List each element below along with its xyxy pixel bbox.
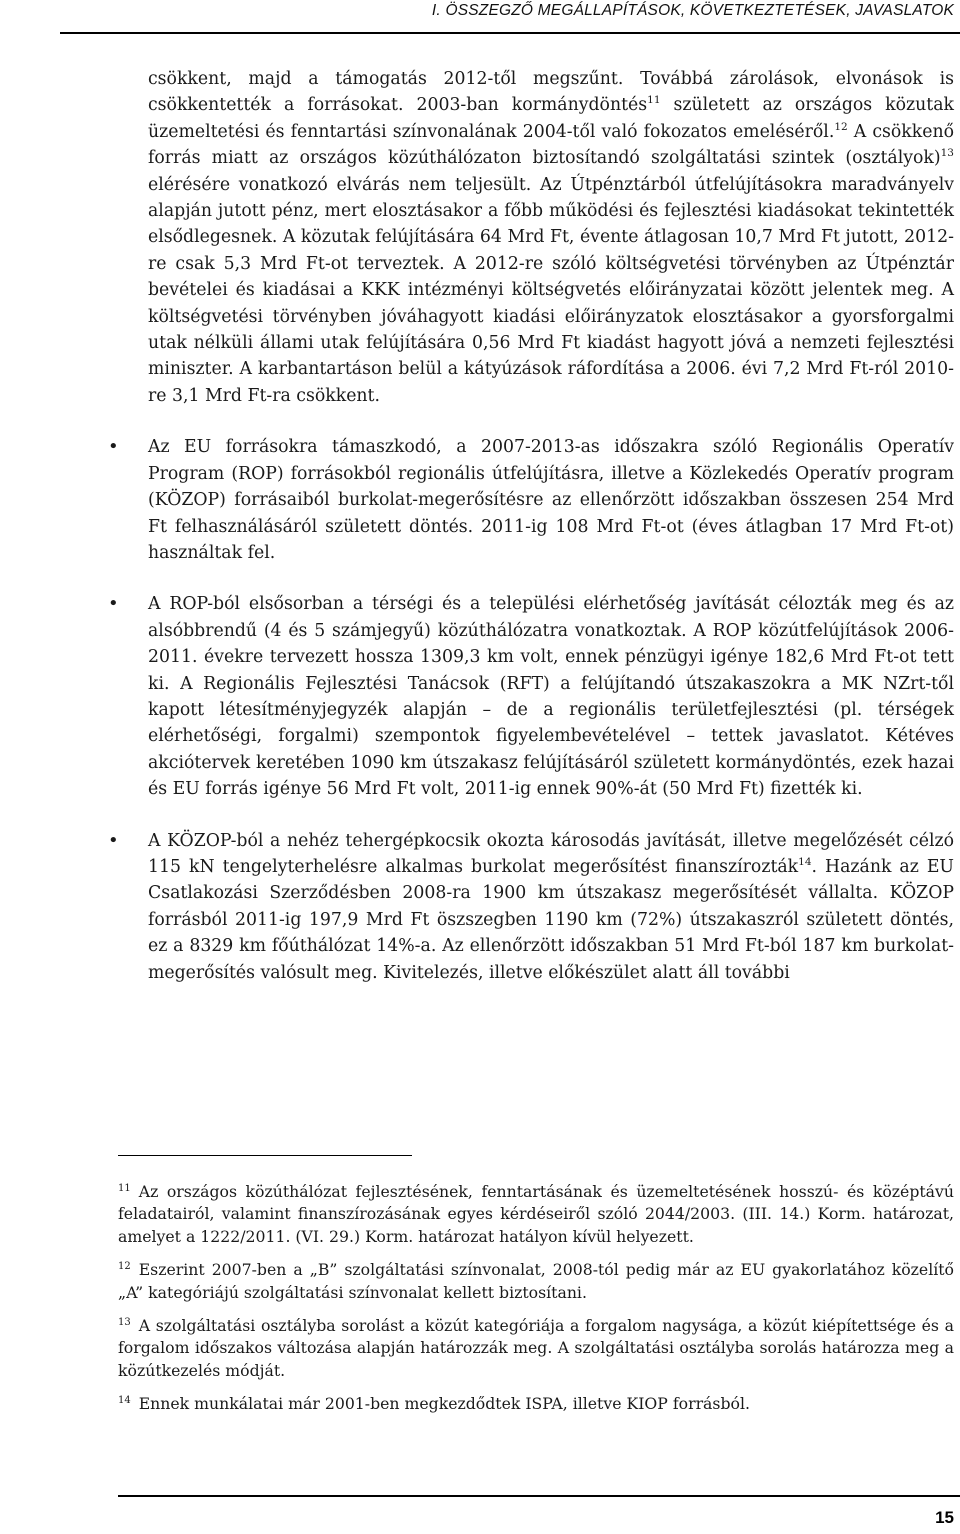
- bullet-item-rop: [108, 591, 954, 802]
- header-rule: [60, 32, 960, 34]
- bullet-text: A ROP-ból elsősorban a térségi és a települési elérhetőség javítását célozták meg és az alsóbbrendű (4 és 5 számjegyű) közúthálózatra vonatkoztak. A ROP közútfelújítások 2006-2011. évekre tervezett hossza 1309,3 km volt, ennek pénzügyi igénye 182,6 Mrd Ft-ot tett ki. A Regionális Fejlesztési Tanácsok (RFT) a felújítandó útszakaszokra a MK NZrt-től kapott létesítményjegyzék alapján – de a regionális területfejlesztési (pl. térségek elérhetőségi, forgalmi) szempontok figyelembevételével – tettek javaslatot. Kétéves akciótervek keretében 1090 km útszakasz felújításáról született kormánydöntés, ezek hazai és EU forrás igénye 56 Mrd Ft volt, 2011-ig ennek 90%-át (50 Mrd Ft) fizették ki.: [148, 594, 954, 800]
- footnote-ref-12[interactable]: 12: [834, 120, 848, 133]
- footnote-number: 12: [118, 1261, 131, 1273]
- footnote-11: [118, 1181, 954, 1248]
- bullet-item-eu-sources: [108, 434, 954, 566]
- continuation-paragraph: [148, 66, 954, 409]
- footnote-14: [118, 1393, 954, 1415]
- footnote-13: [118, 1315, 954, 1382]
- paragraph-text: elérésére vonatkozó elvárás nem teljesült. Az Útpénztárból útfelújításokra maradványelv alapján jutott pénz, mert elosztásakor a főbb működési és fejlesztési kiadásokat tekintették elsődlegesnek. A közutak felújítására 64 Mrd Ft, évente átlagosan 10,7 Mrd Ft jutott, 2012-re csak 5,3 Mrd Ft-ot terveztek. A 2012-re szóló költségvetési törvényben az Útpénztár bevételei és kiadásai a KKK intézményi költségvetés előirányzatai között jelentek meg. A költségvetési törvényben jóváhagyott kiadási előirányzatok elosztásakor a gyorsforgalmi utak nélküli állami utak felújítására 0,56 Mrd Ft kiadást hagyott jóvá a nemzeti fejlesztési miniszter. A karbantartáson belül a kátyúzások ráfordítása a 2006. évi 7,2 Mrd Ft-ról 2010-re 3,1 Mrd Ft-ra csökkent.: [148, 174, 954, 406]
- paragraph-text: született az országos közutak üzemeltetési és fenntartási színvonalának 2004-től való fokozatos emeléséről.: [148, 95, 954, 142]
- footnote-number: 14: [118, 1395, 131, 1407]
- footer-rule: [118, 1495, 960, 1497]
- bullet-item-kozop: [108, 828, 954, 986]
- bullet-icon: •: [108, 593, 119, 615]
- footnote-text: Eszerint 2007-ben a „B” szolgáltatási színvonalat, 2008-tól pedig már az EU gyakorlatához közelítő „A” kategóriájú szolgáltatási színvonalat kellett biztosítani.: [118, 1260, 954, 1302]
- footnote-number: 11: [118, 1183, 131, 1194]
- main-body: [108, 66, 954, 986]
- running-header-title: I. ÖSSZEGZŐ MEGÁLLAPÍTÁSOK, KÖVETKEZTETÉSEK, JAVASLATOK: [431, 2, 954, 19]
- bullet-text: A KÖZOP-ból a nehéz tehergépkocsik okozta károsodás javítását, illetve megelőzését célzó 115 kN tengelyterhelésre alkalmas burkolat megerősítést finanszírozták: [148, 830, 954, 877]
- bullet-list: [108, 434, 954, 986]
- footnote-ref-13[interactable]: 13: [940, 147, 954, 160]
- paragraph-text: csökkent, majd a támogatás 2012-től megszűnt. Továbbá zárolások, elvonások is csökkentették a forrásokat. 2003-ban kormánydöntés: [148, 69, 954, 116]
- footnote-text: Ennek munkálatai már 2001-ben megkezdődtek ISPA, illetve KIOP forrásból.: [138, 1394, 750, 1414]
- bullet-text: Az EU forrásokra támaszkodó, a 2007-2013-as időszakra szóló Regionális Operatív Program (ROP) forrásokból regionális útfelújításra, illetve a Közlekedés Operatív program (KÖZOP) forrásaiból burkolat-megerősítésre az ellenőrzött időszakban összesen 254 Mrd Ft felhasználásáról született döntés. 2011-ig 108 Mrd Ft-ot (éves átlagban 17 Mrd Ft-ot) használtak fel.: [148, 437, 954, 563]
- bullet-text: . Hazánk az EU Csatlakozási Szerződésben 2008-ra 1900 km útszakasz megerősítését vállalta. KÖZOP forrásból 2011-ig 197,9 Mrd Ft öszszegben 1190 km (72%) útszakaszról született döntés, ez a 8329 km főúthálózat 14%-a. Az ellenőrzött időszakban 51 Mrd Ft-ból 187 km burkolatmegerősítés valósult meg. Kivitelezés, illetve előkészület alatt áll további: [148, 856, 954, 983]
- footnotes: [118, 1181, 954, 1427]
- paragraph-text: A csökkenő forrás miatt az országos közúthálózaton biztosítandó szolgáltatási szintek (osztályok): [148, 121, 954, 169]
- page-number: 15: [935, 1508, 954, 1527]
- footnote-ref-11[interactable]: 11: [647, 94, 661, 107]
- footnote-separator: [118, 1155, 412, 1156]
- bullet-icon: •: [108, 829, 119, 851]
- footnote-number: 13: [118, 1317, 131, 1329]
- footnote-text: A szolgáltatási osztályba sorolást a közút kategóriája a forgalom nagysága, a közút kiépítettsége és a forgalom időszakos változása alapján határozzák meg. A szolgáltatási osztályba sorolás határozza meg a közútkezelés módját.: [118, 1316, 954, 1380]
- footnote-ref-14[interactable]: 14: [798, 855, 812, 868]
- footnote-12: [118, 1259, 954, 1304]
- footnote-text: Az országos közúthálózat fejlesztésének, fenntartásának és üzemeltetésének hosszú- és középtávú feladatairól, valamint finanszírozásának egyes kérdéseiről szóló 2044/2003. (III. 14.) Korm. határozat, amelyet a 1222/2011. (VI. 29.) Korm. határozat hatályon kívül helyezett.: [118, 1182, 954, 1246]
- bullet-icon: •: [108, 436, 119, 458]
